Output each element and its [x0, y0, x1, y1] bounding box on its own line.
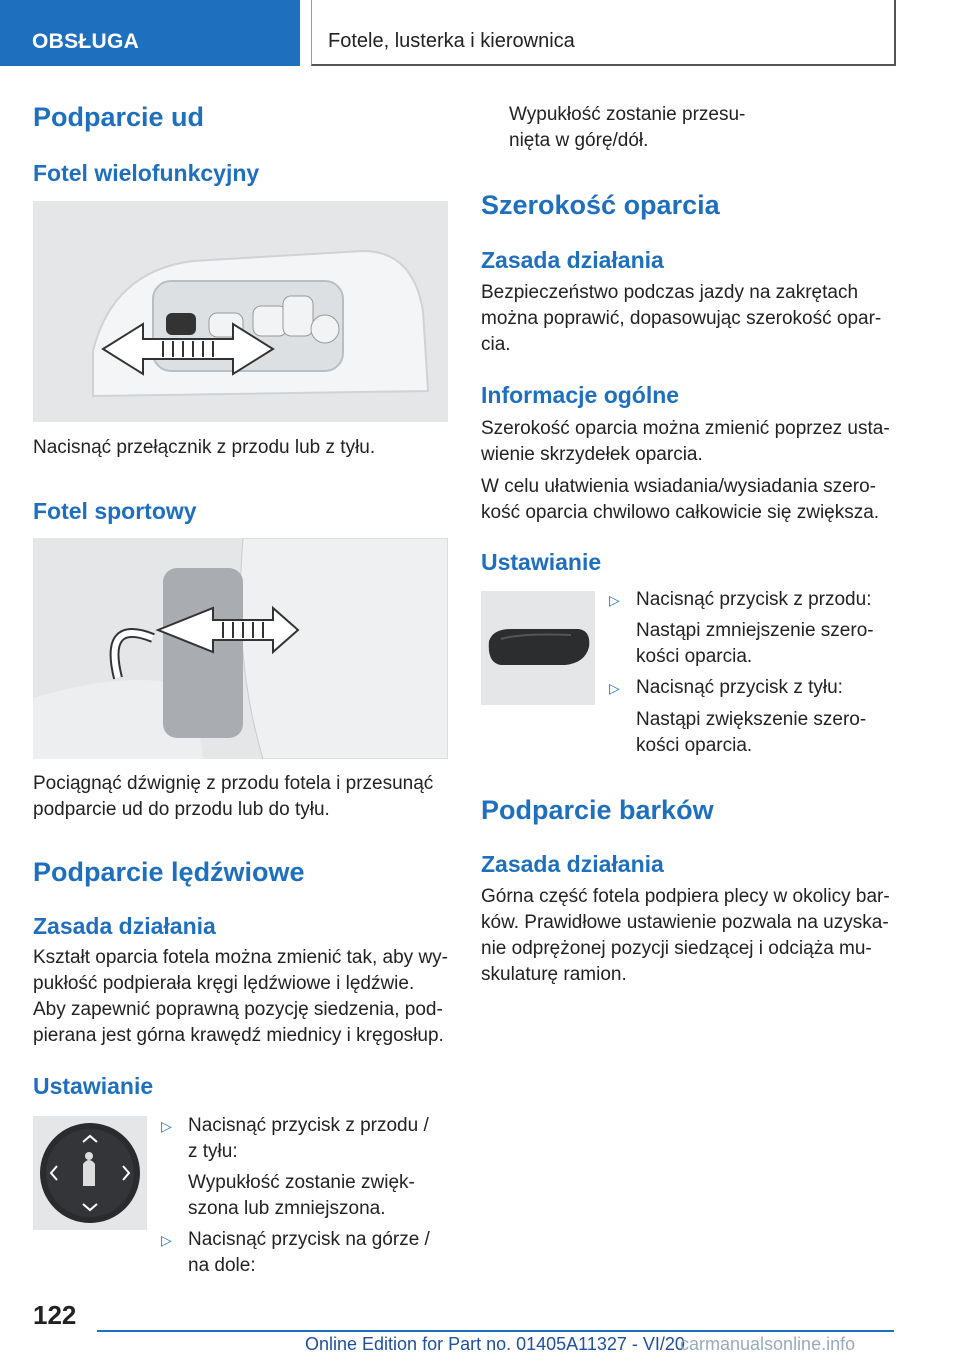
list-item-line: Wypukłość zostanie zwięk-: [188, 1172, 415, 1193]
width-text-line: cia.: [481, 334, 511, 355]
list-item-line: Nacisnąć przycisk z tyłu:: [636, 677, 843, 698]
heading-backrest-width: Szerokość oparcia: [481, 190, 720, 220]
lumbar-text-line: Kształt oparcia fotela można zmienić tak, aby wy-: [33, 947, 449, 968]
shoulder-text-line: Górna część fotela podpiera plecy w okolicy bar-: [481, 886, 890, 907]
edition-footer: Online Edition for Part no. 01405A11327 - VI/20: [305, 1334, 685, 1354]
shoulder-principle-text: [481, 884, 896, 988]
heading-width-principle: Zasada działania: [481, 247, 664, 273]
shoulder-text-line: skulaturę ramion.: [481, 964, 627, 985]
lumbar-text-line: pukłość podpierała kręgi lędźwiowe i lędźwie.: [33, 973, 415, 994]
list-item: [188, 1227, 448, 1279]
list-item-line: nięta w górę/dół.: [509, 130, 649, 151]
width-button-icon: [481, 591, 595, 705]
list-item: [636, 587, 896, 613]
multifunction-text: Nacisnąć przełącznik z przodu lub z tyłu.: [33, 437, 376, 458]
list-item-line: Nacisnąć przycisk z przodu:: [636, 589, 872, 610]
heading-sport-seat: Fotel sportowy: [33, 498, 197, 524]
heading-shoulder-support: Podparcie barków: [481, 795, 714, 825]
list-item-line: Nacisnąć przycisk na górze /: [188, 1229, 430, 1250]
sport-seat-text-line: podparcie ud do przodu lub do tyłu.: [33, 799, 330, 820]
heading-lumbar-support: Podparcie lędźwiowe: [33, 857, 305, 887]
sport-seat-text-line: Pociągnąć dźwignię z przodu fotela i przesunąć: [33, 773, 434, 794]
list-item: [188, 1113, 448, 1165]
triangle-right-icon: ▷: [161, 1232, 172, 1248]
continued-text: [509, 102, 896, 154]
heading-multifunction-seat: Fotel wielofunkcyjny: [33, 160, 260, 186]
sport-seat-illustration: [33, 538, 448, 759]
triangle-right-icon: ▷: [609, 592, 620, 608]
list-item: [636, 675, 896, 701]
general-text-line: W celu ułatwienia wsiadania/wysiadania szero-: [481, 476, 876, 497]
heading-thigh-support: Podparcie ud: [33, 102, 205, 132]
list-item-result: [636, 707, 896, 759]
general-text-line: Szerokość oparcia można zmienić poprzez usta-: [481, 418, 890, 439]
lumbar-control-illustration: [33, 1116, 147, 1230]
page-number: 122: [33, 1300, 77, 1330]
list-item-line: z tyłu:: [188, 1141, 238, 1162]
general-text-line: wienie skrzydełek oparcia.: [481, 444, 703, 465]
lumbar-principle-text: [33, 945, 448, 1049]
footer-divider: [97, 1330, 894, 1332]
general-text-line: kość oparcia chwilowo całkowicie się zwiększa.: [481, 502, 880, 523]
seat-switch-icon: [33, 201, 448, 422]
lumbar-text-line: pierana jest górna krawędź miednicy i kręgosłup.: [33, 1025, 444, 1046]
list-item-result: [636, 618, 896, 670]
triangle-right-icon: ▷: [609, 680, 620, 696]
heading-shoulder-principle: Zasada działania: [481, 851, 664, 877]
list-item-line: Wypukłość zostanie przesu-: [509, 104, 746, 125]
width-principle-text: [481, 280, 896, 358]
section-tab: OBSŁUGA: [0, 0, 300, 66]
width-button-illustration: [481, 591, 595, 705]
lumbar-knob-icon: [33, 1116, 147, 1230]
general-info-text-2: [481, 474, 896, 526]
shoulder-text-line: ków. Prawidłowe ustawienie pozwala na uzyska-: [481, 912, 889, 933]
list-item-line: kości oparcia.: [636, 646, 753, 667]
sport-seat-icon: [33, 538, 448, 759]
list-item-line: Nacisnąć przycisk z przodu /: [188, 1115, 429, 1136]
list-item-line: na dole:: [188, 1255, 256, 1276]
page-title: Fotele, lusterka i kierownica: [311, 0, 896, 66]
width-text-line: można poprawić, dopasowując szerokość opar-: [481, 308, 882, 329]
width-text-line: Bezpieczeństwo podczas jazdy na zakrętach: [481, 282, 859, 303]
list-item-line: Nastąpi zwiększenie szero-: [636, 709, 867, 730]
heading-general-info: Informacje ogólne: [481, 382, 680, 408]
general-info-text-1: [481, 416, 896, 468]
heading-lumbar-adjust: Ustawianie: [33, 1073, 154, 1099]
list-item-result: [188, 1170, 448, 1222]
shoulder-text-line: nie odprężonej pozycji siedzącej i odciąża mu-: [481, 938, 872, 959]
heading-lumbar-principle: Zasada działania: [33, 913, 216, 939]
seat-switch-illustration: [33, 201, 448, 422]
sport-seat-text: [33, 771, 448, 823]
list-item-line: Nastąpi zmniejszenie szero-: [636, 620, 874, 641]
watermark: carmanualsonline.info: [680, 1334, 856, 1354]
lumbar-text-line: Aby zapewnić poprawną pozycję siedzenia, pod-: [33, 999, 443, 1020]
triangle-right-icon: ▷: [161, 1118, 172, 1134]
heading-width-adjust: Ustawianie: [481, 549, 602, 575]
list-item-line: kości oparcia.: [636, 735, 753, 756]
list-item-line: szona lub zmniejszona.: [188, 1198, 386, 1219]
